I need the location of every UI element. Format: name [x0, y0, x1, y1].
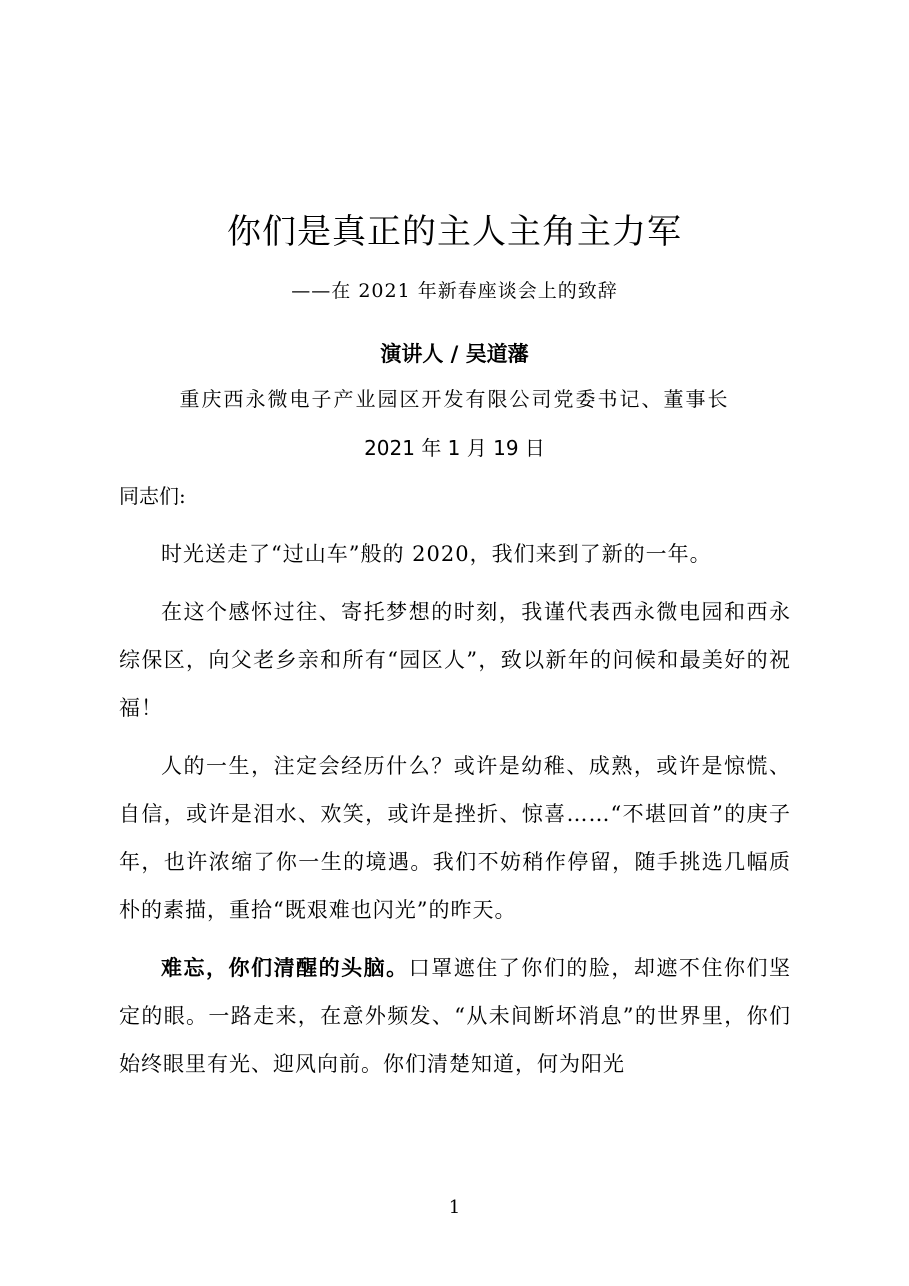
paragraph: [119, 530, 791, 578]
paragraph-lead-bold: 难忘，你们清醒的头脑。: [161, 956, 409, 980]
paragraph-text: 人的一生，注定会经历什么？或许是幼稚、成熟，或许是惊慌、自信，或许是泪水、欢笑，或许是挫折、惊喜……“不堪回首”的庚子年，也许浓缩了你一生的境遇。我们不妨稍作停留，随手挑选几幅质朴的素描，重拾“既艰难也闪光”的昨天。: [119, 754, 791, 922]
speaker-line: 演讲人 / 吴道藩: [380, 342, 529, 366]
paragraph: [119, 742, 791, 934]
paragraph-text: 时光送走了“过山车”般的 2020，我们来到了新的一年。: [161, 542, 712, 566]
paragraph: [119, 944, 791, 1088]
speech-date: 2021 年 1 月 19 日: [364, 436, 545, 460]
document-subtitle: ——在 2021 年新春座谈会上的致辞: [291, 280, 618, 302]
document-title: 你们是真正的主人主角主力军: [227, 212, 682, 252]
speech-body: [119, 530, 791, 1098]
paragraph-text: 在这个感怀过往、寄托梦想的时刻，我谨代表西永微电园和西永综保区，向父老乡亲和所有“园区人”，致以新年的问候和最美好的祝福！: [119, 600, 791, 720]
paragraph: [119, 588, 791, 732]
page-number: 1: [448, 1197, 461, 1218]
paragraph-text: 口罩遮住了你们的脸，却遮不住你们坚定的眼。一路走来，在意外频发、“从未间断坏消息”的世界里，你们始终眼里有光、迎风向前。你们清楚知道，何为阳光: [119, 956, 791, 1076]
salutation: 同志们:: [119, 484, 186, 508]
speaker-affiliation: 重庆西永微电子产业园区开发有限公司党委书记、董事长: [179, 387, 730, 411]
